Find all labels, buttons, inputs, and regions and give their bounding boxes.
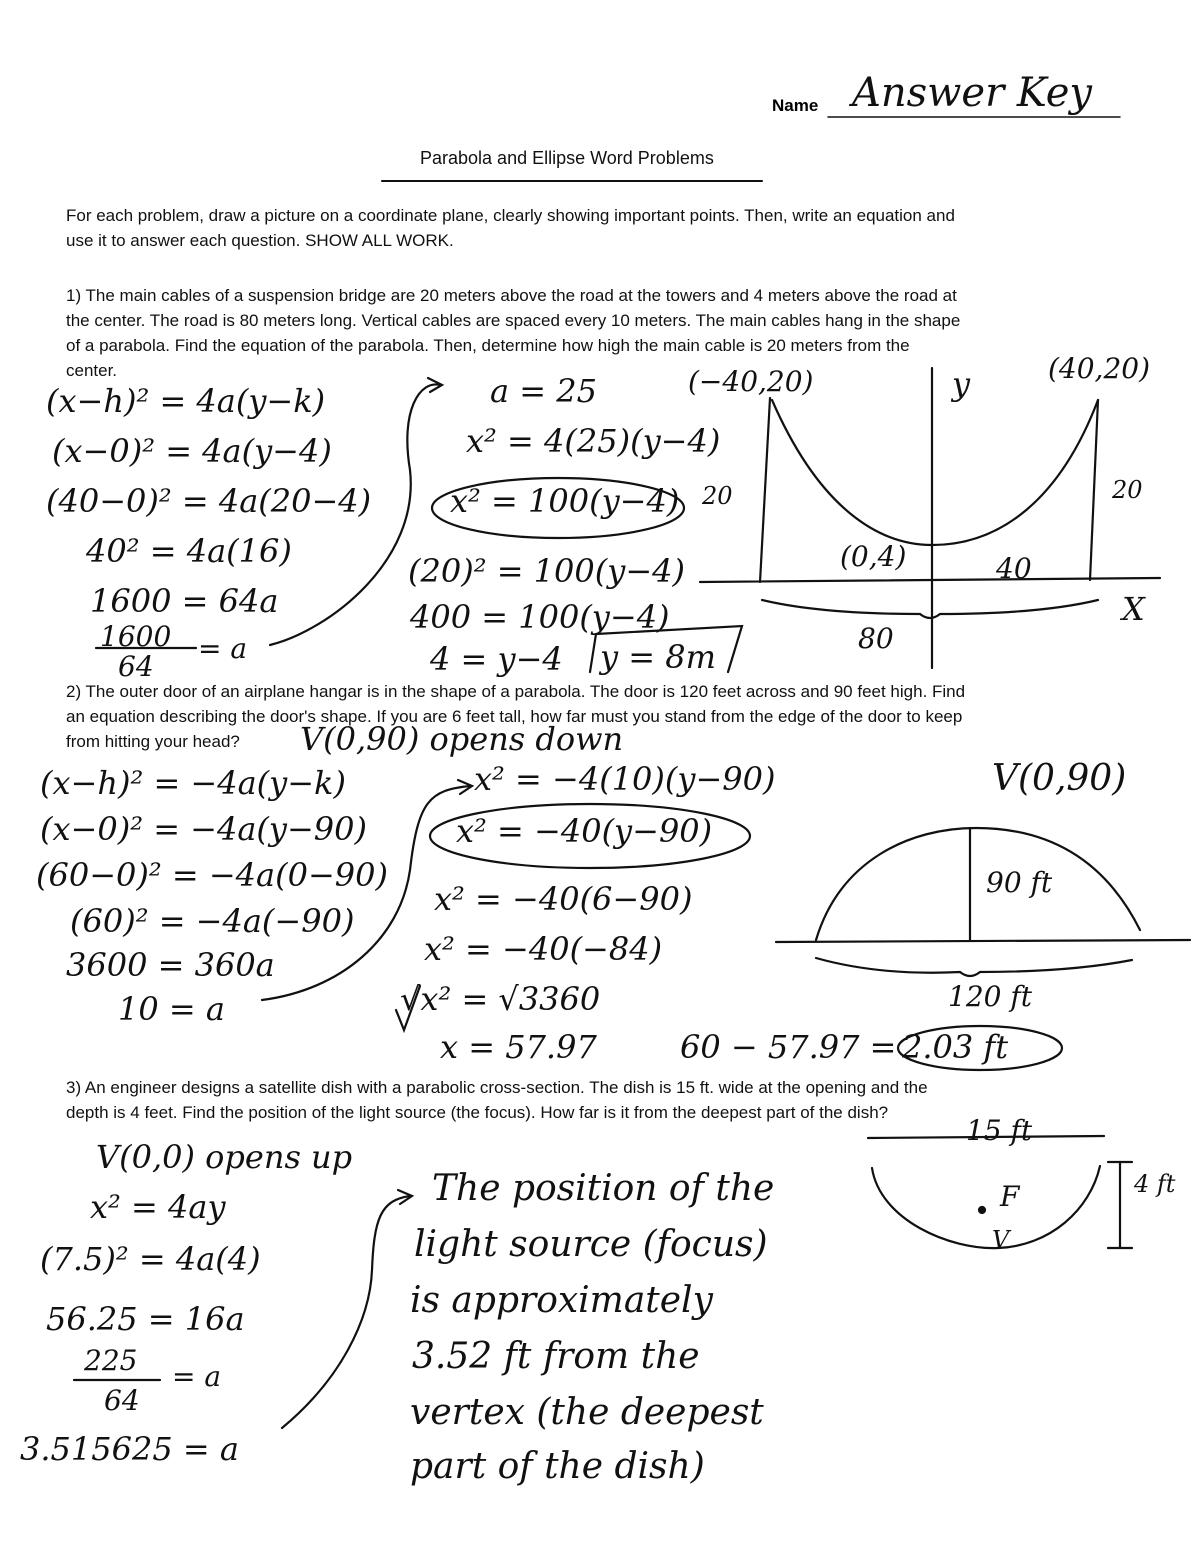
p3-arrow [282, 1196, 410, 1428]
problem2-line-3: from hitting your head? [66, 732, 240, 751]
worksheet-title: Parabola and Ellipse Word Problems [420, 148, 714, 168]
p1-left-point: (−40,20) [688, 365, 814, 398]
p1-work-5: 1600 = 64a [90, 582, 279, 620]
problem3-line-2: depth is 4 feet. Find the position of the light source (the focus). How far is it from the deepest part of the dish? [66, 1103, 889, 1122]
p1-mid-1: a = 25 [490, 372, 597, 410]
p3-arrowhead [398, 1190, 412, 1204]
p1-arrowhead [428, 378, 442, 392]
p2-work-6: 10 = a [118, 990, 225, 1028]
p1-right-point: (40,20) [1048, 352, 1151, 385]
p1-vertex-label: (0,4) [840, 540, 907, 573]
p2-mid-6: x = 57.97 [440, 1028, 597, 1066]
problem1-line-2: the center. The road is 80 meters long. Vertical cables are spaced every 10 meters. The main cables hang in the shape [66, 311, 961, 330]
p3-answer-5: vertex (the deepest [410, 1392, 764, 1433]
p1-work-4: 40² = 4a(16) [86, 532, 292, 570]
p2-parabola [816, 828, 1140, 940]
p2-mid-2: x² = −40(y−90) [456, 812, 713, 850]
p1-mid-7: y = 8m [600, 638, 716, 676]
p3-answer-2: light source (focus) [414, 1224, 768, 1265]
p2-work-4: (60)² = −4a(−90) [70, 902, 355, 940]
p2-height-label: 90 ft [986, 866, 1053, 899]
instructions-line-2: use it to answer each question. SHOW ALL WORK. [66, 231, 454, 250]
p1-width-label: 80 [858, 622, 894, 655]
p2-work-1: (x−h)² = −4a(y−k) [40, 764, 346, 802]
name-value: Answer Key [852, 70, 1092, 116]
p3-work-2: x² = 4ay [90, 1188, 226, 1226]
p2-vertex-label: V(0,90) [992, 758, 1127, 799]
p1-mid-6: 4 = y−4 [430, 640, 563, 678]
p2-width-brace [816, 958, 1132, 976]
p1-x-axis [700, 578, 1160, 582]
problem2-line-1: 2) The outer door of an airplane hangar is in the shape of a parabola. The door is 120 feet across and 90 feet high. Find [66, 682, 966, 701]
instructions-line-1: For each problem, draw a picture on a coordinate plane, clearly showing important points. Then, write an equation and [66, 206, 955, 225]
p2-answer: 2.03 ft [902, 1028, 1009, 1066]
p2-arrowhead [458, 780, 472, 794]
p3-answer-3: is approximately [410, 1280, 713, 1321]
p2-work-2: (x−0)² = −4a(y−90) [40, 810, 367, 848]
p1-work-2: (x−0)² = 4a(y−4) [52, 432, 332, 470]
problem2-line-2: an equation describing the door's shape. If you are 6 feet tall, how far must you stand from the edge of the door to keep [66, 707, 963, 726]
p1-parabola [772, 400, 1098, 545]
p2-mid-1: x² = −4(10)(y−90) [474, 760, 776, 798]
p1-half-label: 40 [996, 552, 1032, 585]
p3-work-6: 64 [104, 1384, 140, 1417]
p2-note: V(0,90) opens down [300, 720, 624, 758]
p3-answer-6: part of the dish) [410, 1446, 705, 1487]
p2-ground [776, 940, 1190, 942]
p3-work-4: 56.25 = 16a [46, 1300, 245, 1338]
p3-focus-label: F [1000, 1180, 1020, 1213]
problem1-line-1: 1) The main cables of a suspension bridge are 20 meters above the road at the towers and 4 meters above the road at [66, 286, 957, 305]
p2-width-label: 120 ft [948, 980, 1032, 1013]
p3-dish [872, 1166, 1100, 1248]
p3-work-7: = a [172, 1360, 222, 1393]
p1-x-label: X [1122, 590, 1145, 628]
p2-work-3: (60−0)² = −4a(0−90) [36, 856, 388, 894]
p1-work-3: (40−0)² = 4a(20−4) [46, 482, 372, 520]
p1-work-8: = a [198, 632, 248, 665]
name-label: Name [772, 96, 819, 115]
p1-mid-4: (20)² = 100(y−4) [408, 552, 685, 590]
p3-work-5: 225 [84, 1344, 138, 1377]
p2-work-5: 3600 = 360a [66, 946, 275, 984]
p1-right-height: 20 [1112, 476, 1143, 504]
problem3-line-1: 3) An engineer designs a satellite dish with a parabolic cross-section. The dish is 15 ft. wide at the opening and the [66, 1078, 928, 1097]
p1-mid-3: x² = 100(y−4) [450, 482, 680, 520]
p1-work-1: (x−h)² = 4a(y−k) [46, 382, 326, 420]
p2-mid-5: √x² = √3360 [400, 980, 601, 1018]
p1-width-brace [762, 600, 1098, 618]
problem1-line-4: center. [66, 361, 118, 380]
p1-left-tower [760, 398, 770, 582]
p3-vertex-label: V [992, 1226, 1010, 1254]
p1-y-label: y [952, 365, 971, 403]
p2-mid-7: 60 − 57.97 = [680, 1028, 897, 1066]
p3-work-8: 3.515625 = a [20, 1430, 239, 1468]
problem1-line-3: of a parabola. Find the equation of the parabola. Then, determine how high the main cable is 20 meters from the [66, 336, 910, 355]
p3-answer-4: 3.52 ft from the [412, 1336, 700, 1377]
p1-mid-5: 400 = 100(y−4) [410, 598, 670, 636]
p3-work-3: (7.5)² = 4a(4) [40, 1240, 261, 1278]
p3-depth-label: 4 ft [1134, 1170, 1176, 1198]
p2-mid-4: x² = −40(−84) [424, 930, 663, 968]
p1-work-6: 1600 [100, 620, 172, 653]
p1-mid-2: x² = 4(25)(y−4) [466, 422, 721, 460]
p3-width-label: 15 ft [966, 1114, 1033, 1147]
p3-focus-dot [979, 1207, 985, 1213]
p2-mid-3: x² = −40(6−90) [434, 880, 693, 918]
p3-work-1: V(0,0) opens up [96, 1138, 353, 1176]
p1-left-height: 20 [702, 482, 733, 510]
p1-right-tower [1090, 400, 1098, 580]
p1-work-7: 64 [118, 650, 154, 683]
p3-answer-1: The position of the [432, 1168, 775, 1209]
